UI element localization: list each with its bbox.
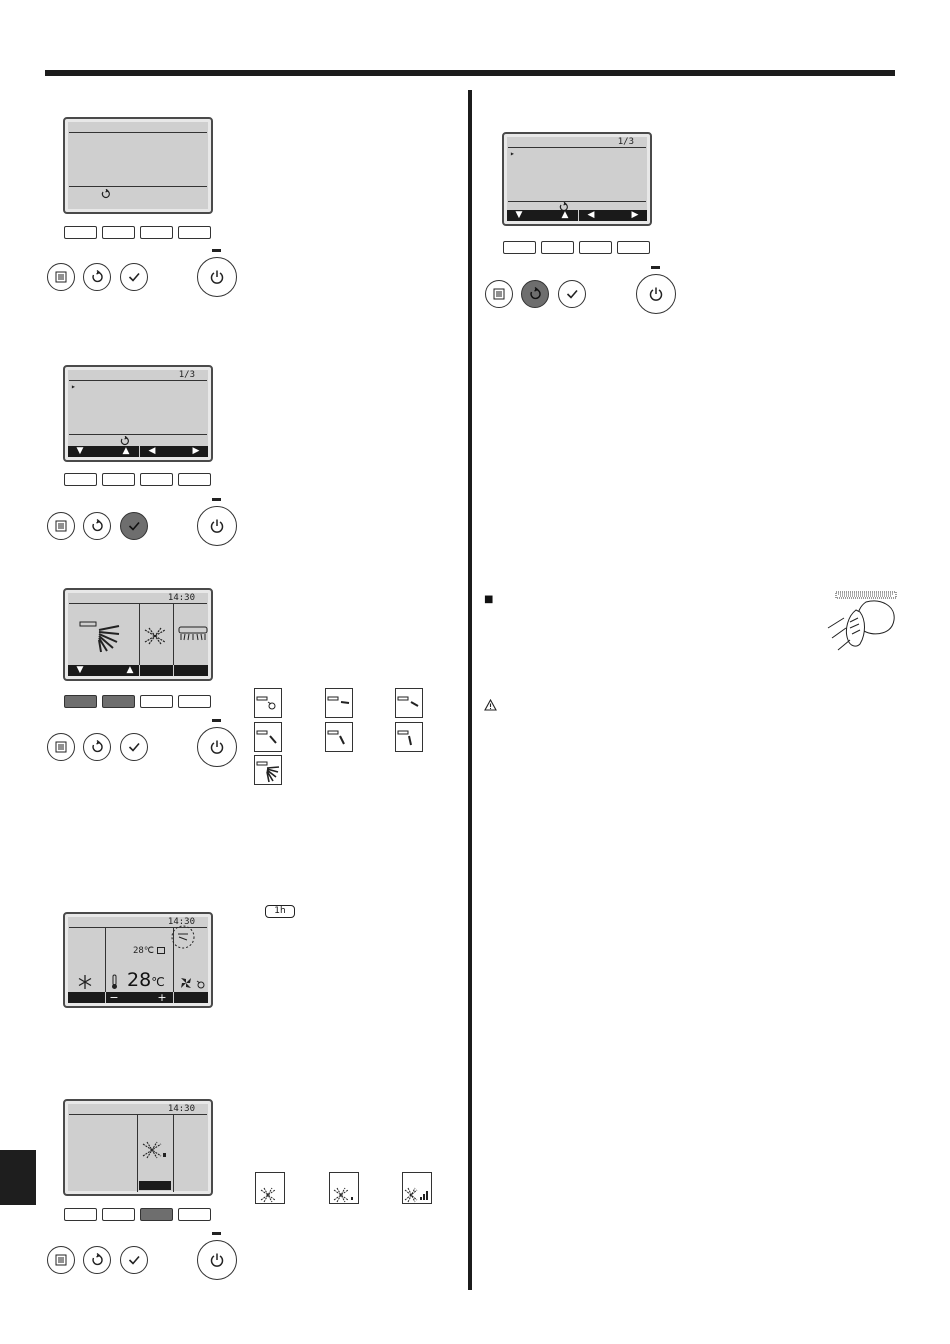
vane-highlight-icon [170, 924, 196, 950]
lcd-divider [508, 147, 646, 148]
lcd-screen-menu-list [63, 365, 213, 462]
louver-off-icon [255, 1172, 285, 1204]
check-icon [127, 519, 141, 533]
clock-display: 14:30 [167, 917, 195, 927]
down-arrow-icon: ▼ [76, 665, 84, 675]
vane-swing-icon [79, 620, 125, 654]
power-button[interactable] [197, 727, 237, 767]
one-hour-badge: 1h [265, 905, 295, 918]
f2-button[interactable] [541, 241, 574, 254]
bar-separator [139, 665, 140, 676]
select-button[interactable] [120, 1246, 148, 1274]
cool-mode-icon [77, 974, 93, 990]
up-arrow-icon: ▲ [126, 665, 134, 675]
lcd-screen-main-display [63, 912, 213, 1008]
function-keys [64, 695, 214, 709]
hand-vane-illustration [826, 588, 898, 652]
power-icon [209, 269, 225, 285]
menu-button[interactable] [47, 263, 75, 291]
lcd-vertical-divider [173, 1114, 174, 1192]
lcd-vertical-divider [137, 1114, 138, 1192]
return-icon [120, 436, 130, 446]
function-keys [64, 226, 214, 240]
power-button[interactable] [197, 506, 237, 546]
menu-button[interactable] [485, 280, 513, 308]
room-temperature [127, 970, 165, 992]
minus-label: − [109, 991, 119, 1004]
function-bar [68, 992, 208, 1003]
page-indicator: 1/3 [178, 370, 195, 380]
lcd-vertical-divider [105, 927, 106, 993]
power-button[interactable] [197, 1240, 237, 1280]
operation-lamp [212, 1232, 221, 1235]
f4-button[interactable] [178, 695, 211, 708]
left-arrow-icon: ◀ [148, 446, 156, 456]
clock-display: 14:30 [167, 1104, 195, 1114]
menu-button[interactable] [47, 1246, 75, 1274]
f1-button[interactable] [64, 1208, 97, 1221]
lcd-screen-menu-list-right [502, 132, 652, 226]
fan-speed-icon [179, 976, 207, 990]
right-arrow-icon: ▶ [631, 210, 639, 220]
louver-low-icon [329, 1172, 359, 1204]
vane-step5-icon [395, 722, 423, 752]
f3-button[interactable] [579, 241, 612, 254]
return-icon [90, 519, 104, 533]
thermometer-icon [110, 974, 120, 990]
f2-button-pressed[interactable] [102, 695, 135, 708]
bar-separator [139, 446, 140, 457]
lcd-vertical-divider [139, 603, 140, 667]
power-icon [648, 286, 664, 302]
louver-icon [143, 626, 167, 646]
f1-button[interactable] [64, 226, 97, 239]
lcd-divider [69, 603, 207, 604]
return-button[interactable] [83, 512, 111, 540]
power-button[interactable] [197, 257, 237, 297]
select-button[interactable] [558, 280, 586, 308]
vane-auto-icon [254, 688, 282, 718]
left-arrow-icon: ◀ [587, 210, 595, 220]
check-icon [127, 1253, 141, 1267]
lcd-vertical-divider [173, 603, 174, 667]
power-icon [209, 1252, 225, 1268]
cursor-icon: ▸ [71, 382, 76, 391]
function-bar [68, 446, 208, 457]
indoor-unit-icon [178, 626, 208, 644]
warning-icon [484, 699, 497, 711]
vane-step2-icon [395, 688, 423, 718]
return-icon [101, 189, 111, 199]
function-keys [503, 241, 653, 255]
temperature-unit: ℃ [151, 975, 165, 989]
f2-button[interactable] [102, 473, 135, 486]
return-icon [90, 740, 104, 754]
lcd-screen-vane-setting [63, 588, 213, 681]
lcd-divider [69, 434, 207, 435]
f1-button[interactable] [503, 241, 536, 254]
lcd-divider [69, 186, 207, 187]
menu-icon [492, 287, 506, 301]
louver-step1-icon [141, 1141, 169, 1159]
column-divider [468, 90, 472, 1290]
lcd-screen-main-menu [63, 117, 213, 214]
bar-separator [173, 992, 174, 1003]
language-side-tab [0, 1150, 36, 1205]
lcd-divider [69, 132, 207, 133]
f3-button[interactable] [140, 473, 173, 486]
plus-label: + [157, 991, 167, 1004]
f4-button[interactable] [617, 241, 650, 254]
operation-lamp [212, 498, 221, 501]
clock-display: 14:30 [167, 593, 195, 603]
set-temperature: 28℃ [133, 946, 154, 956]
section-bullet: ■ [484, 594, 494, 605]
vane-swing-icon [254, 755, 282, 785]
select-button[interactable] [120, 733, 148, 761]
lcd-divider [508, 201, 646, 202]
up-arrow-icon: ▲ [561, 210, 569, 220]
bar-separator [105, 992, 106, 1003]
menu-icon [54, 740, 68, 754]
room-temperature-value: 28 [127, 969, 152, 991]
louver-high-icon [402, 1172, 432, 1204]
f1-button[interactable] [64, 473, 97, 486]
menu-icon [54, 1253, 68, 1267]
return-button[interactable] [83, 733, 111, 761]
menu-icon [54, 519, 68, 533]
f3-button-pressed[interactable] [140, 1208, 173, 1221]
f2-button[interactable] [102, 226, 135, 239]
up-arrow-icon: ▲ [122, 446, 130, 456]
header-rule [45, 70, 895, 76]
right-arrow-icon: ▶ [192, 446, 200, 456]
function-bar [507, 210, 647, 221]
check-icon [565, 287, 579, 301]
cursor-icon: ▸ [510, 149, 515, 158]
power-button[interactable] [636, 274, 676, 314]
return-button[interactable] [83, 263, 111, 291]
menu-button[interactable] [47, 512, 75, 540]
check-icon [127, 740, 141, 754]
select-button-pressed[interactable] [120, 512, 148, 540]
bar-separator [578, 210, 579, 221]
filter-icon [157, 947, 165, 954]
lcd-screen-louver-setting [63, 1099, 213, 1196]
lcd-divider [69, 380, 207, 381]
operation-lamp [212, 249, 221, 252]
f3-button[interactable] [140, 226, 173, 239]
vane-step4-icon [325, 722, 353, 752]
selected-setting-bar [139, 1181, 171, 1190]
function-bar [68, 665, 208, 676]
vane-step3-icon [254, 722, 282, 752]
f4-button[interactable] [178, 473, 211, 486]
f2-button[interactable] [102, 1208, 135, 1221]
vane-step1-icon [325, 688, 353, 718]
lcd-divider [69, 1114, 207, 1115]
operation-lamp [651, 266, 660, 269]
f4-button[interactable] [178, 1208, 211, 1221]
power-icon [209, 518, 225, 534]
f1-button-pressed[interactable] [64, 695, 97, 708]
bar-separator [173, 665, 174, 676]
return-button-pressed[interactable] [521, 280, 549, 308]
f3-button[interactable] [140, 695, 173, 708]
return-icon [90, 1253, 104, 1267]
f4-button[interactable] [178, 226, 211, 239]
select-button[interactable] [120, 263, 148, 291]
down-arrow-icon: ▼ [76, 446, 84, 456]
return-button[interactable] [83, 1246, 111, 1274]
down-arrow-icon: ▼ [515, 210, 523, 220]
function-keys [64, 473, 214, 487]
page-indicator: 1/3 [617, 137, 634, 147]
menu-icon [54, 270, 68, 284]
return-icon [528, 287, 542, 301]
function-keys [64, 1208, 214, 1222]
power-icon [209, 739, 225, 755]
return-icon [90, 270, 104, 284]
operation-lamp [212, 719, 221, 722]
check-icon [127, 270, 141, 284]
menu-button[interactable] [47, 733, 75, 761]
